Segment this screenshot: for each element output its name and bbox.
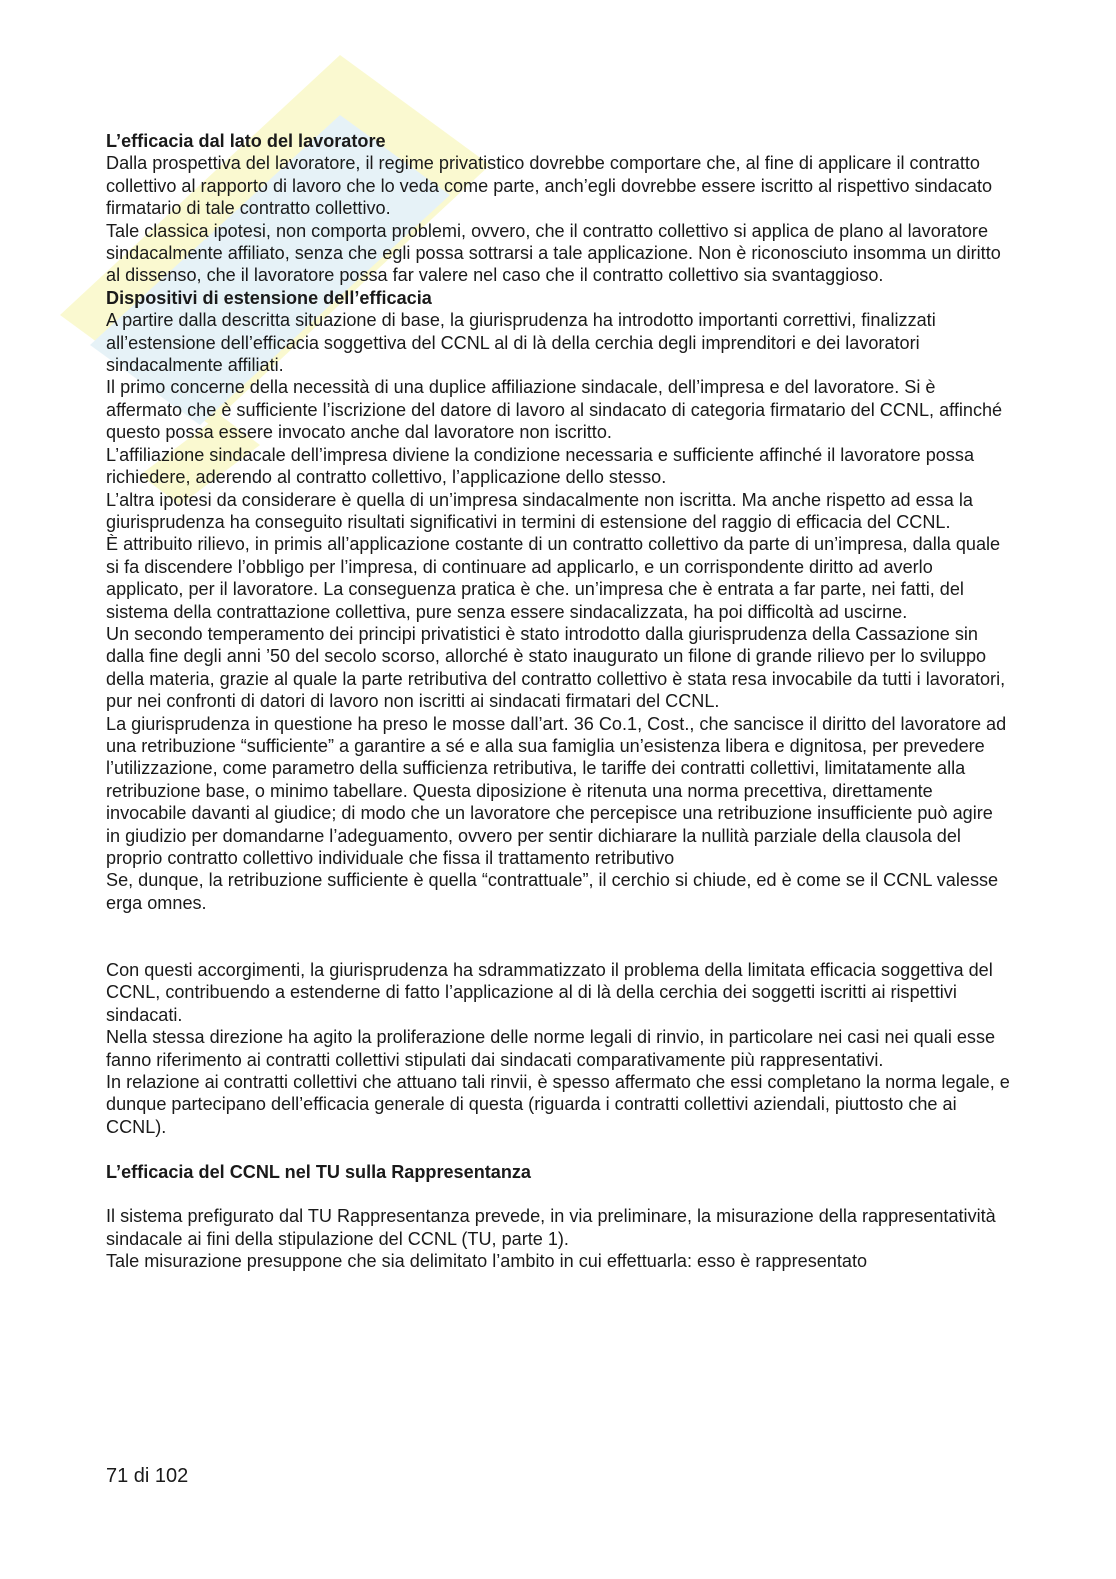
paragraph: La giurisprudenza in questione ha preso le mosse dall’art. 36 Co.1, Cost., che sancisce il diritto del lavoratore ad una retribuzione “sufficiente” a garantire a sé e alla sua famiglia un’esistenza libera e dignitosa, per prevedere l’utilizzazione, come parametro della sufficienza retributiva, le tariffe dei contratti collettivi, limitatamente alla retribuzione base, o minimo tabellare. Questa diposizione è ritenuta una norma precettiva, direttamente invocabile davanti al giudice; di modo che un lavoratore che percepisce una retribuzione insufficiente può agire in giudizio per domandarne l’adeguamento, ovvero per sentir dichiarare la nullità parziale della clausola del proprio contratto collettivo individuale che fissa il trattamento retributivo: [106, 713, 1007, 868]
section-dispositivi-estensione: [106, 287, 1011, 914]
spacer: [106, 1138, 1011, 1160]
paragraph: Un secondo temperamento dei principi privatistici è stato introdotto dalla giurisprudenza della Cassazione sin dalla fine degli anni ’50 del secolo scorso, allorché è stato inaugurato un filone di grande rilievo per lo sviluppo della materia, grazie al quale la parte retributiva del contratto collettivo è stata resa invocabile da tutti i lavoratori, pur nei confronti di datori di lavoro non iscritti ai sindacati firmatari del CCNL.: [106, 623, 1006, 712]
section-heading: L’efficacia dal lato del lavoratore: [106, 131, 386, 151]
paragraph: L’altra ipotesi da considerare è quella di un’impresa sindacalmente non iscritta. Ma anche rispetto ad essa la giurisprudenza ha conseguito risultati significativi in termini di estensione del raggio di efficacia del CCNL.: [106, 489, 973, 532]
page-number: 71 di 102: [106, 1465, 189, 1487]
paragraph: È attribuito rilievo, in primis all’applicazione costante di un contratto collettivo da parte di un’impresa, dalla quale si fa discendere l’obbligo per l’impresa, di continuare ad applicarlo, e un corrispondente diritto ad averlo applicato, per il lavoratore. La conseguenza pratica è che. un’impresa che è entrata a far parte, nei fatti, del sistema della contrattazione collettiva, pure senza essere sindacalizzata, ha poi difficoltà ad uscirne.: [106, 534, 1001, 622]
paragraph: In relazione ai contratti collettivi che attuano tali rinvii, è spesso affermato che essi completano la norma legale, e dunque partecipano dell’efficacia generale di questa (riguarda i contratti collettivi aziendali, piuttosto che ai CCNL).: [106, 1072, 1010, 1137]
paragraph: L’affiliazione sindacale dell’impresa diviene la condizione necessaria e sufficiente affinché il lavoratore possa richiedere, aderendo al contratto collettivo, l’applicazione dello stesso.: [106, 444, 975, 488]
section-efficacia-lavoratore: [106, 130, 1011, 287]
paragraph: Dalla prospettiva del lavoratore, il regime privatistico dovrebbe comportare che, al fine di applicare il contratto collettivo al rapporto di lavoro che lo veda come parte, anch’egli dovrebbe essere iscritto al rispettivo sindacato firmatario di tale contratto collettivo.: [106, 153, 993, 219]
paragraph: Con questi accorgimenti, la giurisprudenza ha sdrammatizzato il problema della limitata efficacia soggettiva del CCNL, contribuendo a estenderne di fatto l’applicazione al di là della cerchia dei soggetti iscritti ai rispettivi sindacati.: [106, 960, 993, 1025]
document-body: [106, 130, 1011, 1273]
section-accorgimenti: [106, 959, 1011, 1138]
paragraph: Nella stessa direzione ha agito la proliferazione delle norme legali di rinvio, in particolare nei casi nei quali esse fanno riferimento ai contratti collettivi stipulati dai sindacati comparativamente più rappresentativi.: [106, 1027, 996, 1070]
spacer: [106, 1183, 1011, 1205]
paragraph: Se, dunque, la retribuzione sufficiente è quella “contrattuale”, il cerchio si chiude, ed è come se il CCNL valesse erga omnes.: [106, 870, 999, 913]
paragraph: Tale classica ipotesi, non comporta problemi, ovvero, che il contratto collettivo si applica de plano al lavoratore sindacalmente affiliato, senza che egli possa sottrarsi a tale applicazione. Non è riconosciuto insomma un diritto al dissenso, che il lavoratore possa far valere nel caso che il contratto collettivo sia svantaggioso.: [106, 220, 1001, 286]
paragraph: Il sistema prefigurato dal TU Rappresentanza prevede, in via preliminare, la misurazione della rappresentatività sindacale ai fini della stipulazione del CCNL (TU, parte 1).: [106, 1206, 996, 1249]
section-heading: Dispositivi di estensione dell’efficacia: [106, 287, 432, 308]
section-tu-rappresentanza: [106, 1161, 1011, 1273]
spacer: [106, 914, 1011, 959]
paragraph: Tale misurazione presuppone che sia delimitato l’ambito in cui effettuarla: esso è rappresentato: [106, 1251, 868, 1272]
paragraph: A partire dalla descritta situazione di base, la giurisprudenza ha introdotto importanti correttivi, finalizzati all’estensione dell’efficacia soggettiva del CCNL al di là della cerchia degli imprenditori e dei lavoratori sindacalmente affiliati.: [106, 310, 936, 376]
section-heading: L’efficacia del CCNL nel TU sulla Rappresentanza: [106, 1161, 531, 1182]
paragraph: Il primo concerne della necessità di una duplice affiliazione sindacale, dell’impresa e del lavoratore. Si è affermato che è sufficiente l’iscrizione del datore di lavoro al sindacato di categoria firmatario del CCNL, affinché questo possa essere invocato anche dal lavoratore non iscritto.: [106, 377, 1003, 443]
